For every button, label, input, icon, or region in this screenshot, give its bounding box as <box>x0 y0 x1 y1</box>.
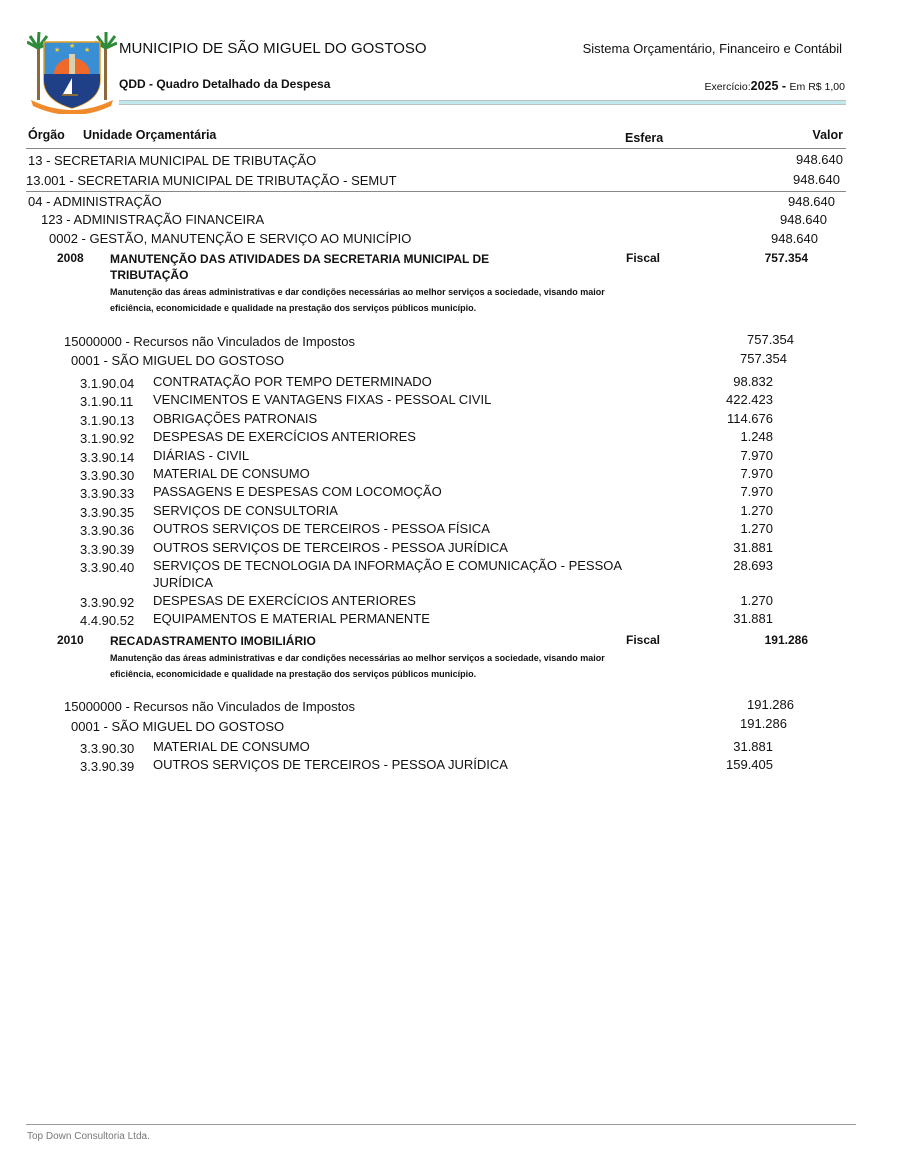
elemento-name: OUTROS SERVIÇOS DE TERCEIROS - PESSOA FÍSICA <box>153 521 490 537</box>
header-divider <box>119 100 846 105</box>
elemento-value: 1.270 <box>740 593 773 608</box>
municipal-coat-of-arms-icon <box>27 30 117 114</box>
elemento-value: 1.248 <box>740 429 773 445</box>
funcao-label: 04 - ADMINISTRAÇÃO <box>28 194 162 209</box>
elemento-name: OBRIGAÇÕES PATRONAIS <box>153 410 318 426</box>
elemento-code: 3.3.90.39 <box>80 759 135 775</box>
elemento-name: DESPESAS DE EXERCÍCIOS ANTERIORES <box>153 429 416 445</box>
programa-value: 948.640 <box>771 231 818 246</box>
elemento-name: DESPESAS DE EXERCÍCIOS ANTERIORES <box>153 593 416 608</box>
elemento-value: 31.881 <box>733 611 773 627</box>
elemento-code: 4.4.90.52 <box>80 613 135 629</box>
elemento-code: 3.3.90.33 <box>80 486 135 502</box>
funcao-value: 948.640 <box>788 194 835 209</box>
elemento-name: EQUIPAMENTOS E MATERIAL PERMANENTE <box>153 611 430 627</box>
elemento-name: OUTROS SERVIÇOS DE TERCEIROS - PESSOA JURÍDICA <box>153 539 508 555</box>
elemento-name: PASSAGENS E DESPESAS COM LOCOMOÇÃO <box>153 484 442 500</box>
column-header-orgao: Órgão <box>28 128 65 142</box>
subfuncao-value: 948.640 <box>780 212 827 227</box>
elemento-code: 3.1.90.13 <box>80 412 135 428</box>
fonte-value: 757.354 <box>747 332 794 347</box>
unidade-label: 13.001 - SECRETARIA MUNICIPAL DE TRIBUTAÇÃO - SEMUT <box>26 173 397 188</box>
svg-text:★: ★ <box>54 47 61 54</box>
elemento-value: 159.405 <box>726 757 773 773</box>
elemento-code: 3.3.90.30 <box>80 741 135 756</box>
exercise-year: 2025 - <box>750 79 790 93</box>
acao-title-line1: MANUTENÇÃO DAS ATIVIDADES DA SECRETARIA MUNICIPAL DE <box>110 252 490 266</box>
elemento-value: 7.970 <box>740 447 773 463</box>
elemento-code: 3.3.90.39 <box>80 541 135 557</box>
subfuncao-label: 123 - ADMINISTRAÇÃO FINANCEIRA <box>41 212 265 227</box>
unidade-divider <box>26 191 846 192</box>
elemento-value: 31.881 <box>733 539 773 555</box>
orgao-label: 13 - SECRETARIA MUNICIPAL DE TRIBUTAÇÃO <box>28 153 317 168</box>
elemento-value: 1.270 <box>740 502 773 518</box>
acao-title-line1: RECADASTRAMENTO IMOBILIÁRIO <box>110 634 316 648</box>
acao-esfera: Fiscal <box>626 251 661 265</box>
elemento-value: 7.970 <box>740 466 773 481</box>
localizador-label: 0001 - SÃO MIGUEL DO GOSTOSO <box>71 353 285 368</box>
elemento-name: DIÁRIAS - CIVIL <box>153 447 250 463</box>
acao-title-line2: TRIBUTAÇÃO <box>110 268 189 282</box>
fonte-label: 15000000 - Recursos não Vinculados de Impostos <box>64 334 356 349</box>
acao-description: Manutenção das áreas administrativas e dar condições necessárias ao melhor serviços a sociedade, visando maior eficiência, economicidade e qualidade na prestação dos serviços públicos município. <box>110 653 605 679</box>
elemento-code: 3.3.90.30 <box>80 468 135 483</box>
fonte-value: 191.286 <box>747 697 794 712</box>
acao-value: 191.286 <box>764 633 808 647</box>
elemento-value: 1.270 <box>740 521 773 537</box>
column-header-valor: Valor <box>812 128 843 142</box>
system-name: Sistema Orçamentário, Financeiro e Contábil <box>582 41 842 56</box>
elemento-value: 31.881 <box>733 739 773 754</box>
elemento-name: MATERIAL DE CONSUMO <box>153 466 310 481</box>
elemento-value: 28.693 <box>733 558 773 573</box>
fonte-label: 15000000 - Recursos não Vinculados de Impostos <box>64 699 356 714</box>
elemento-value: 422.423 <box>726 392 773 408</box>
localizador-label: 0001 - SÃO MIGUEL DO GOSTOSO <box>71 719 285 734</box>
elemento-code: 3.1.90.04 <box>80 376 135 391</box>
acao-description: Manutenção das áreas administrativas e dar condições necessárias ao melhor serviços a sociedade, visando maior eficiência, economicidade e qualidade na prestação dos serviços públicos município. <box>110 287 605 313</box>
elemento-name: MATERIAL DE CONSUMO <box>153 739 310 754</box>
report-title: QDD - Quadro Detalhado da Despesa <box>119 77 331 91</box>
acao-esfera: Fiscal <box>626 633 661 647</box>
acao-code: 2008 <box>57 251 84 265</box>
localizador-value: 191.286 <box>740 716 787 731</box>
footer-company: Top Down Consultoria Ltda. <box>27 1131 150 1142</box>
elemento-code: 3.3.90.35 <box>80 504 135 520</box>
svg-text:★: ★ <box>84 47 91 54</box>
elemento-code: 3.3.90.40 <box>80 560 135 575</box>
acao-code: 2010 <box>57 633 84 647</box>
currency-label: Em R$ 1,00 <box>789 81 845 93</box>
elemento-code: 3.1.90.92 <box>80 431 135 447</box>
elemento-code: 3.1.90.11 <box>80 394 134 410</box>
orgao-value: 948.640 <box>796 152 843 167</box>
elemento-code: 3.3.90.36 <box>80 523 135 539</box>
elemento-name: SERVIÇOS DE CONSULTORIA <box>153 502 338 518</box>
elemento-value: 7.970 <box>740 484 773 500</box>
footer-divider <box>26 1124 856 1125</box>
elemento-code: 3.3.90.14 <box>80 449 135 465</box>
exercise-label: Exercício: <box>704 81 751 93</box>
column-header-unidade: Unidade Orçamentária <box>83 128 217 142</box>
municipality-name: MUNICIPIO DE SÃO MIGUEL DO GOSTOSO <box>119 40 427 57</box>
unidade-value: 948.640 <box>793 172 840 187</box>
column-header-divider <box>26 148 846 149</box>
svg-text:★: ★ <box>69 43 76 50</box>
elemento-code: 3.3.90.92 <box>80 595 135 610</box>
programa-label: 0002 - GESTÃO, MANUTENÇÃO E SERVIÇO AO MUNICÍPIO <box>49 231 412 246</box>
elemento-name: SERVIÇOS DE TECNOLOGIA DA INFORMAÇÃO E COMUNICAÇÃO - PESSOA <box>153 558 623 573</box>
localizador-value: 757.354 <box>740 351 787 366</box>
elemento-name-line2: JURÍDICA <box>153 575 213 590</box>
elemento-value: 114.676 <box>726 410 773 426</box>
elemento-value: 98.832 <box>733 374 773 389</box>
elemento-name: CONTRATAÇÃO POR TEMPO DETERMINADO <box>153 374 432 389</box>
elemento-name: OUTROS SERVIÇOS DE TERCEIROS - PESSOA JURÍDICA <box>153 757 508 773</box>
acao-value: 757.354 <box>764 251 808 265</box>
exercise-info <box>705 79 845 93</box>
elemento-name: VENCIMENTOS E VANTAGENS FIXAS - PESSOAL CIVIL <box>153 392 492 408</box>
column-header-esfera: Esfera <box>625 131 664 145</box>
